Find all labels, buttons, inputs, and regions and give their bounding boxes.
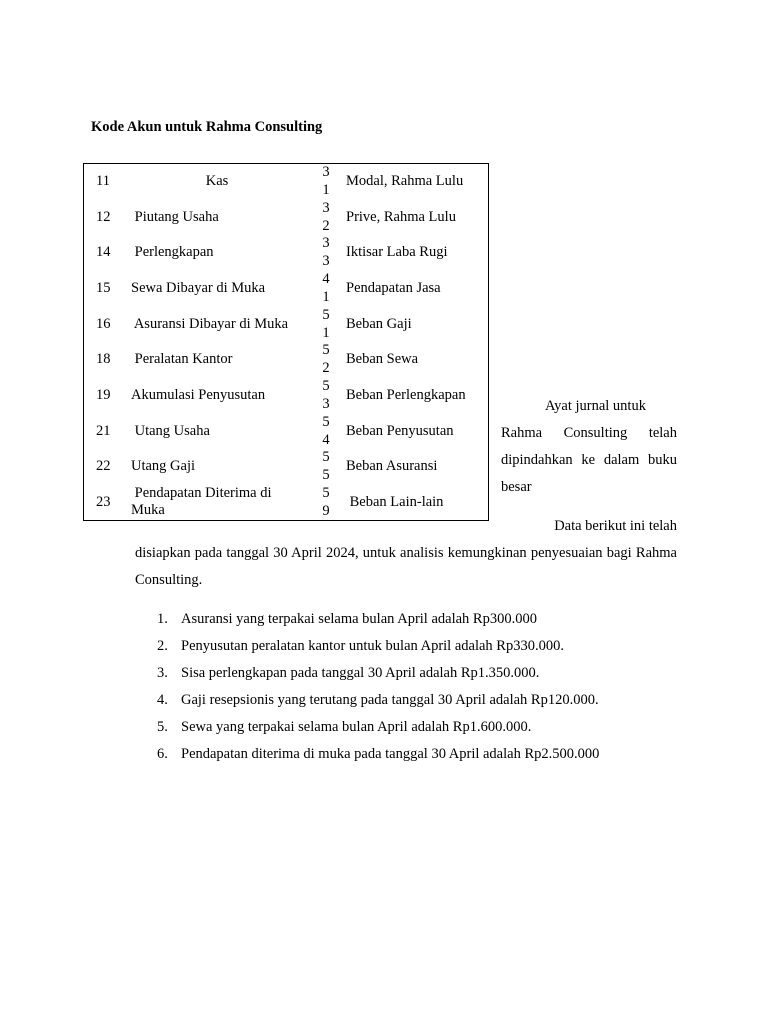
account-name: Peralatan Kantor: [131, 351, 233, 367]
account-code: 14: [96, 244, 111, 260]
list-item: 1. Asuransi yang terpakai selama bulan April adalah Rp300.000: [157, 611, 537, 627]
document-title: Kode Akun untuk Rahma Consulting: [91, 119, 323, 135]
list-item: 3. Sisa perlengkapan pada tanggal 30 April adalah Rp1.350.000.: [157, 665, 540, 681]
account-name: Pendapatan Jasa: [346, 280, 441, 296]
account-name: Piutang Usaha: [131, 209, 219, 225]
account-name: Perlengkapan: [131, 244, 214, 260]
account-name: Beban Gaji: [346, 316, 412, 332]
account-name: Utang Usaha: [131, 423, 210, 439]
note-first-line: Ayat jurnal untuk: [545, 398, 646, 414]
table-row: [84, 200, 488, 236]
account-code-split: 5 4: [322, 414, 330, 448]
account-code: 23: [96, 494, 111, 510]
list-item: 2. Penyusutan peralatan kantor untuk bulan April adalah Rp330.000.: [157, 638, 564, 654]
account-name: Beban Perlengkapan: [346, 387, 466, 403]
account-name: Kas: [205, 173, 229, 189]
table-row: [84, 378, 488, 414]
account-code: 22: [96, 458, 111, 474]
account-code-split: 3 1: [322, 164, 330, 198]
list-item: 6. Pendapatan diterima di muka pada tanggal 30 April adalah Rp2.500.000: [157, 746, 600, 762]
account-code-table: [83, 163, 489, 521]
account-code: 12: [96, 209, 111, 225]
account-code-split: 3 2: [322, 200, 330, 234]
account-name: Beban Asuransi: [346, 458, 438, 474]
account-code-split: 5 5: [322, 449, 330, 483]
account-name: Sewa Dibayar di Muka: [131, 280, 266, 296]
account-name: Prive, Rahma Lulu: [346, 209, 456, 225]
table-row: [84, 449, 488, 485]
account-code: 18: [96, 351, 111, 367]
journal-posting-note: [501, 393, 677, 501]
account-name: Iktisar Laba Rugi: [346, 244, 448, 260]
adjustment-intro-paragraph: [135, 513, 677, 594]
account-name: Pendapatan Diterima di Muka: [131, 485, 272, 518]
account-name: Beban Sewa: [346, 351, 419, 367]
account-name: Asuransi Dibayar di Muka: [131, 316, 289, 332]
account-code: 19: [96, 387, 111, 403]
list-item: 4. Gaji resepsionis yang terutang pada tanggal 30 April adalah Rp120.000.: [157, 692, 599, 708]
account-code: 21: [96, 423, 111, 439]
list-item: 5. Sewa yang terpakai selama bulan April adalah Rp1.600.000.: [157, 719, 532, 735]
account-code-split: 5 2: [322, 342, 330, 376]
paragraph-lead: Data berikut ini telah: [554, 518, 677, 534]
account-code-split: 5 9: [322, 485, 330, 519]
account-code-split: 3 3: [322, 235, 330, 269]
account-code-split: 4 1: [322, 271, 330, 305]
table-row: [84, 414, 488, 450]
account-code: 11: [96, 173, 110, 189]
account-name: Utang Gaji: [131, 458, 196, 474]
table-row: [84, 307, 488, 343]
account-name: Akumulasi Penyusutan: [131, 387, 266, 403]
table-row: [84, 235, 488, 271]
table-row: [84, 271, 488, 307]
account-code: 15: [96, 280, 111, 296]
table-row: [84, 164, 488, 200]
account-code-split: 5 1: [322, 307, 330, 341]
account-name: Beban Penyusutan: [346, 423, 454, 439]
account-code: 16: [96, 316, 111, 332]
note-rest: Rahma Consulting telah dipindahkan ke dalam buku besar: [501, 425, 677, 495]
adjustment-list: [135, 606, 695, 768]
table-row: [84, 342, 488, 378]
account-code-split: 5 3: [322, 378, 330, 412]
account-name: Beban Lain-lain: [346, 494, 444, 510]
paragraph-rest: disiapkan pada tanggal 30 April 2024, untuk analisis kemungkinan penyesuaian bagi Rahma Consulting.: [135, 545, 677, 588]
account-name: Modal, Rahma Lulu: [346, 173, 464, 189]
